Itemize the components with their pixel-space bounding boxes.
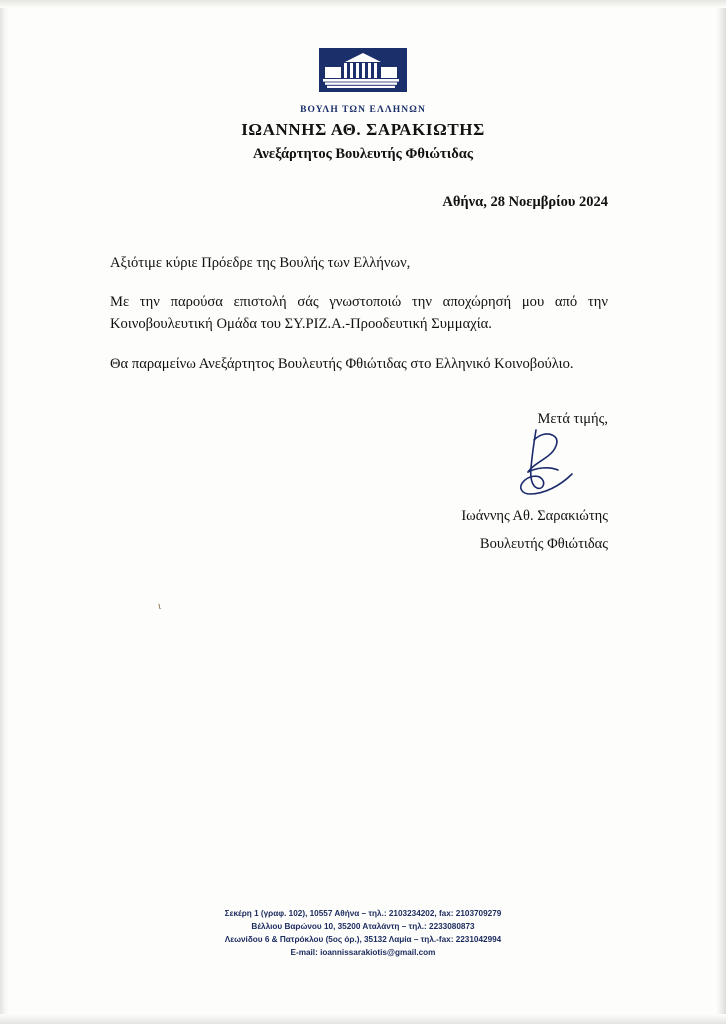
footer-line-3: Λεωνίδου 6 & Πατρόκλου (5ος όρ.), 35132 Λαμία – τηλ.-fax: 2231042994 <box>224 934 502 944</box>
letterhead-emblem <box>0 44 726 115</box>
footer-line-2: Βέλλιου Βαρώνου 10, 35200 Αταλάντη – τηλ.: 2233080873 <box>251 921 475 931</box>
footer-line-4: E-mail: ioannissarakiotis@gmail.com <box>290 947 436 957</box>
signer-name: Ιωάννης Αθ. Σαρακιώτης <box>461 508 608 524</box>
footer-contact-block <box>0 908 726 960</box>
letter-date: Αθήνα, 28 Νοεμβρίου 2024 <box>442 194 608 210</box>
stray-pen-mark: ι <box>157 599 162 613</box>
page-subtitle: Ανεξάρτητος Βουλευτής Φθιώτιδας <box>253 146 473 162</box>
handwritten-signature-icon <box>468 428 608 506</box>
hellenic-parliament-building-icon <box>315 44 411 96</box>
page-title: ΙΩΑΝΝΗΣ ΑΘ. ΣΑΡΑΚΙΩΤΗΣ <box>241 120 485 139</box>
body-paragraph-1: Με την παρούσα επιστολή σάς γνωστοποιώ την αποχώρησή μου από την Κοινοβουλευτική Ομάδα του ΣΥ.ΡΙΖ.Α.-Προοδευτική Συμμαχία. <box>110 294 608 333</box>
footer-line-1: Σεκέρη 1 (γραφ. 102), 10557 Αθήνα – τηλ.: 2103234202, fax: 2103709279 <box>224 909 502 918</box>
valediction: Μετά τιμής, <box>537 411 608 427</box>
letter-body <box>110 252 608 392</box>
signer-role: Βουλευτής Φθιώτιδας <box>479 536 608 552</box>
salutation: Αξιότιμε κύριε Πρόεδρε της Βουλής των Ελλήνων, <box>110 255 411 271</box>
emblem-caption: ΒΟΥΛΗ ΤΩΝ ΕΛΛΗΝΩΝ <box>300 105 426 115</box>
body-paragraph-2: Θα παραμείνω Ανεξάρτητος Βουλευτής Φθιώτιδας στο Ελληνικό Κοινοβούλιο. <box>110 355 574 372</box>
